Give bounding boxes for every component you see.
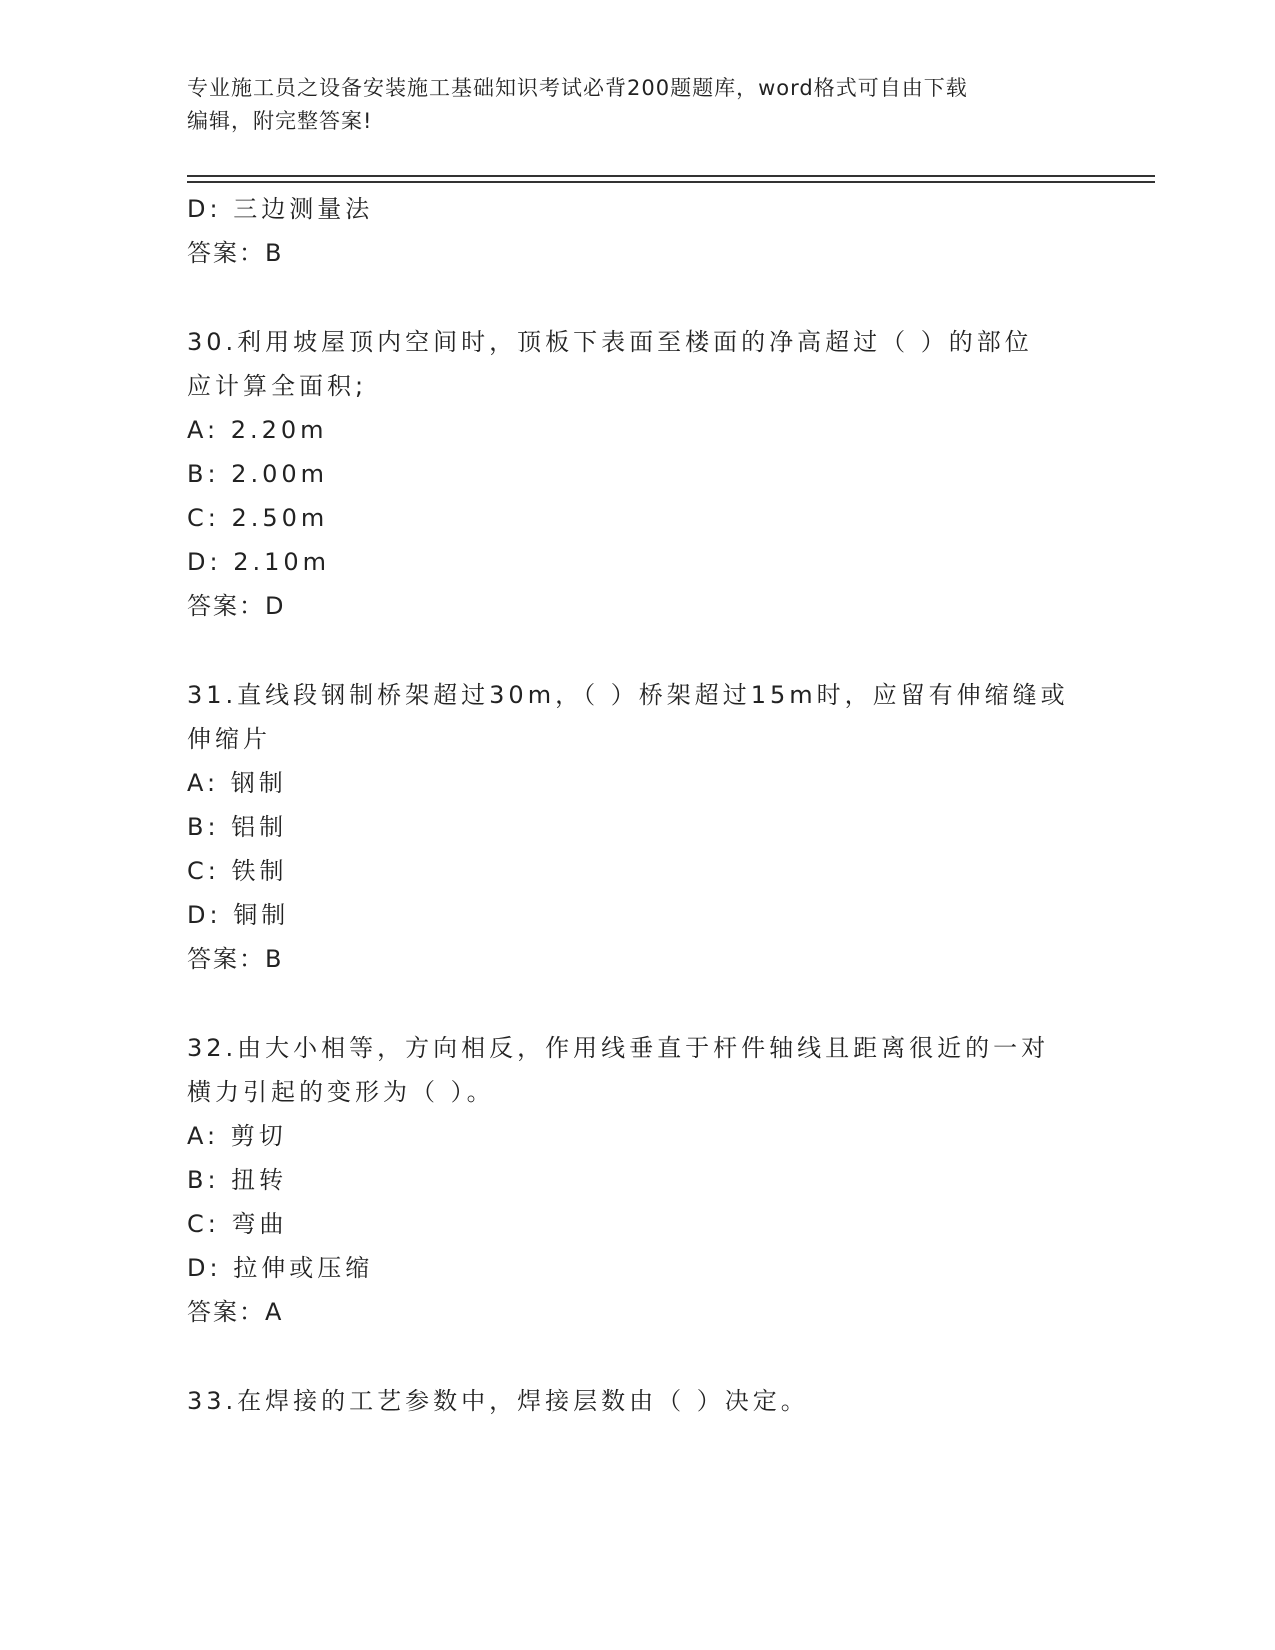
q31-option-d: D: 铜制: [187, 901, 290, 929]
document-header: [187, 72, 1087, 138]
q30-answer: 答案：D: [187, 592, 286, 620]
header-line-1: 专业施工员之设备安装施工基础知识考试必背200题题库，word格式可自由下载: [187, 76, 968, 100]
q30-option-b: B: 2.00m: [187, 460, 328, 488]
q31-option-a: A: 钢制: [187, 769, 287, 797]
q32-option-a: A: 剪切: [187, 1122, 287, 1150]
q33-stem-line-1: 33.在焊接的工艺参数中，焊接层数由（ ）决定。: [187, 1387, 809, 1415]
q30-option-c: C: 2.50m: [187, 504, 329, 532]
header-divider-bottom: [187, 181, 1155, 183]
q32-option-d: D: 拉伸或压缩: [187, 1254, 374, 1282]
q30-option-d: D: 2.10m: [187, 548, 331, 576]
prev-answer: 答案：B: [187, 239, 284, 267]
prev-option-d: D: 三边测量法: [187, 195, 374, 223]
q31-option-c: C: 铁制: [187, 857, 288, 885]
header-line-2: 编辑，附完整答案!: [187, 109, 373, 133]
q31-answer: 答案：B: [187, 945, 284, 973]
q32-stem-line-2: 横力引起的变形为（ ）。: [187, 1078, 495, 1106]
q30-stem-line-1: 30.利用坡屋顶内空间时，顶板下表面至楼面的净高超过（ ）的部位: [187, 328, 1033, 356]
q30-option-a: A: 2.20m: [187, 416, 328, 444]
header-divider-top: [187, 175, 1155, 177]
q32-answer: 答案：A: [187, 1298, 284, 1326]
q31-option-b: B: 铝制: [187, 813, 288, 841]
q31-stem-line-2: 伸缩片: [187, 725, 271, 753]
q32-option-b: B: 扭转: [187, 1166, 288, 1194]
q31-stem-line-1: 31.直线段钢制桥架超过30m，（ ）桥架超过15m时，应留有伸缩缝或: [187, 681, 1069, 709]
q32-stem-line-1: 32.由大小相等，方向相反，作用线垂直于杆件轴线且距离很近的一对: [187, 1034, 1050, 1062]
q30-stem-line-2: 应计算全面积;: [187, 372, 368, 400]
q32-option-c: C: 弯曲: [187, 1210, 288, 1238]
